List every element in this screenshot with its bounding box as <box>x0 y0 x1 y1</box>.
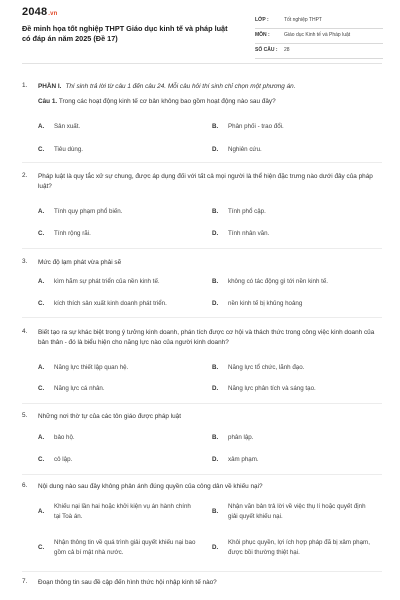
question-text: Nội dung nào sau đây không phản ánh đúng quyền của công dân về khiếu nại? <box>38 483 263 490</box>
sub-label: Câu 1. <box>38 98 58 105</box>
option-letter: A. <box>38 434 45 441</box>
meta-row-count <box>255 44 383 59</box>
meta-row-subject <box>255 29 383 44</box>
option-letter: B. <box>212 364 219 371</box>
option-text: Tính phổ cập. <box>228 208 266 215</box>
option-text: kích thích sản xuất kinh doanh phát triển. <box>54 300 167 307</box>
question-text: Biết tạo ra sự khác biệt trong ý tưởng kinh doanh, phán tích được cơ hội và thách thức trong công việc kinh doanh của bản thân - đó là biểu hiện cho năng lực nào của người kinh doanh? <box>38 329 375 346</box>
question-text: Những nơi thờ tự của các tôn giáo được pháp luật <box>38 413 182 420</box>
option-text: Năng lực tổ chức, lãnh đạo. <box>228 364 305 371</box>
option-text: không có tác động gì tới nền kinh tế. <box>228 278 329 285</box>
option-letter: C. <box>38 146 45 153</box>
option-letter: C. <box>38 544 45 551</box>
option-letter: B. <box>212 508 219 515</box>
option-text: Năng lực thiết lập quan hệ. <box>54 364 129 371</box>
question-number: 2. <box>22 172 28 179</box>
option-text: cô lập. <box>54 456 73 463</box>
option-letter: B. <box>212 123 219 130</box>
option-text: Phân phối - trao đổi. <box>228 123 284 130</box>
meta-value: 28 <box>284 47 290 53</box>
question-number: 3. <box>22 258 28 265</box>
option-letter: C. <box>38 456 45 463</box>
question-separator <box>22 571 382 572</box>
option-letter: B. <box>212 208 219 215</box>
question-separator <box>22 162 382 163</box>
question-separator <box>22 474 382 475</box>
question-number: 6. <box>22 482 28 489</box>
header-divider <box>22 63 382 64</box>
question-number: 4. <box>22 328 28 335</box>
question-separator <box>22 317 382 318</box>
meta-table <box>255 14 383 59</box>
option-letter: A. <box>38 278 45 285</box>
question-instruction <box>38 82 383 92</box>
option-letter: D. <box>212 230 219 237</box>
option-text: Sản xuất. <box>54 123 81 130</box>
question-number: 7. <box>22 578 28 585</box>
part-label: PHẦN I. <box>38 83 62 90</box>
option-text: Nhận văn bản trả lời về việc thụ lí hoặc quyết định giải quyết khiếu nại. <box>228 503 366 520</box>
option-letter: D. <box>212 146 219 153</box>
option-letter: A. <box>38 508 45 515</box>
option-text: xâm phạm. <box>228 456 259 463</box>
question-text: Pháp luật là quy tắc xử sự chung, được áp dụng đối với tất cả mọi người là thể hiện đặc trưng nào dưới đây của pháp luật? <box>38 173 373 190</box>
option-letter: D. <box>212 544 219 551</box>
option-text: Nghiên cứu. <box>228 146 262 153</box>
option-text: Tính quy phạm phổ biến. <box>54 208 123 215</box>
option-letter: D. <box>212 456 219 463</box>
question-number: 5. <box>22 412 28 419</box>
question-text: Đoạn thông tin sau đề cập đến hình thức hội nhập kinh tế nào? <box>38 579 217 586</box>
option-text: Nhận thông tin về quá trình giải quyết khiếu nại bao gồm cả bí mật nhà nước. <box>54 539 196 556</box>
option-letter: D. <box>212 300 219 307</box>
question-text <box>38 97 383 107</box>
option-text: bảo hộ. <box>54 434 75 441</box>
option-text: Khiếu nại lần hai hoặc khởi kiện vụ án hành chính tại Toà án. <box>54 503 191 520</box>
option-text: nền kinh tế bị khủng hoảng <box>228 300 303 307</box>
question-separator <box>22 248 382 249</box>
document-title: Đề minh họa tốt nghiệp THPT Giáo dục kinh tế và pháp luật có đáp án năm 2025 (Đề 17) <box>22 24 228 43</box>
logo-domain: .vn <box>48 11 58 17</box>
option-text: Tính nhân văn. <box>228 230 270 237</box>
option-text: Năng lực cá nhân. <box>54 385 105 392</box>
question-stem: Trong các hoạt động kinh tế cơ bản không bao gồm hoạt động nào sau đây? <box>58 98 276 105</box>
meta-key: LỚP : <box>255 17 269 23</box>
instruction-text: Thí sinh trả lời từ câu 1 đến câu 24. Mỗi câu hỏi thí sinh chỉ chọn một phương án. <box>65 83 296 90</box>
site-logo[interactable] <box>22 6 58 18</box>
option-letter: A. <box>38 208 45 215</box>
option-letter: A. <box>38 364 45 371</box>
question-separator <box>22 403 382 404</box>
option-text: phân lập. <box>228 434 254 441</box>
option-letter: A. <box>38 123 45 130</box>
meta-key: MÔN : <box>255 32 270 38</box>
option-text: Khôi phục quyền, lợi ích hợp pháp đã bị xâm phạm, được bồi thường thiệt hại. <box>228 539 370 556</box>
question-number: 1. <box>22 82 28 89</box>
page-header <box>0 0 400 64</box>
option-text: Tính rộng rãi. <box>54 230 91 237</box>
option-text: Tiêu dùng. <box>54 146 84 153</box>
meta-value: Giáo dục Kinh tế và Pháp luật <box>284 32 351 38</box>
question-text: Mức độ lạm phát vừa phải sẽ <box>38 259 122 266</box>
option-letter: C. <box>38 230 45 237</box>
logo-text: 2048 <box>22 6 48 18</box>
meta-row-class <box>255 14 383 29</box>
meta-value: Tốt nghiệp THPT <box>284 17 322 23</box>
option-letter: B. <box>212 434 219 441</box>
meta-key: SỐ CÂU : <box>255 47 278 53</box>
option-text: Năng lực phân tích và sáng tạo. <box>228 385 316 392</box>
option-letter: B. <box>212 278 219 285</box>
option-letter: D. <box>212 385 219 392</box>
option-text: kìm hãm sự phát triển của nền kinh tế. <box>54 278 160 285</box>
option-letter: C. <box>38 300 45 307</box>
option-letter: C. <box>38 385 45 392</box>
